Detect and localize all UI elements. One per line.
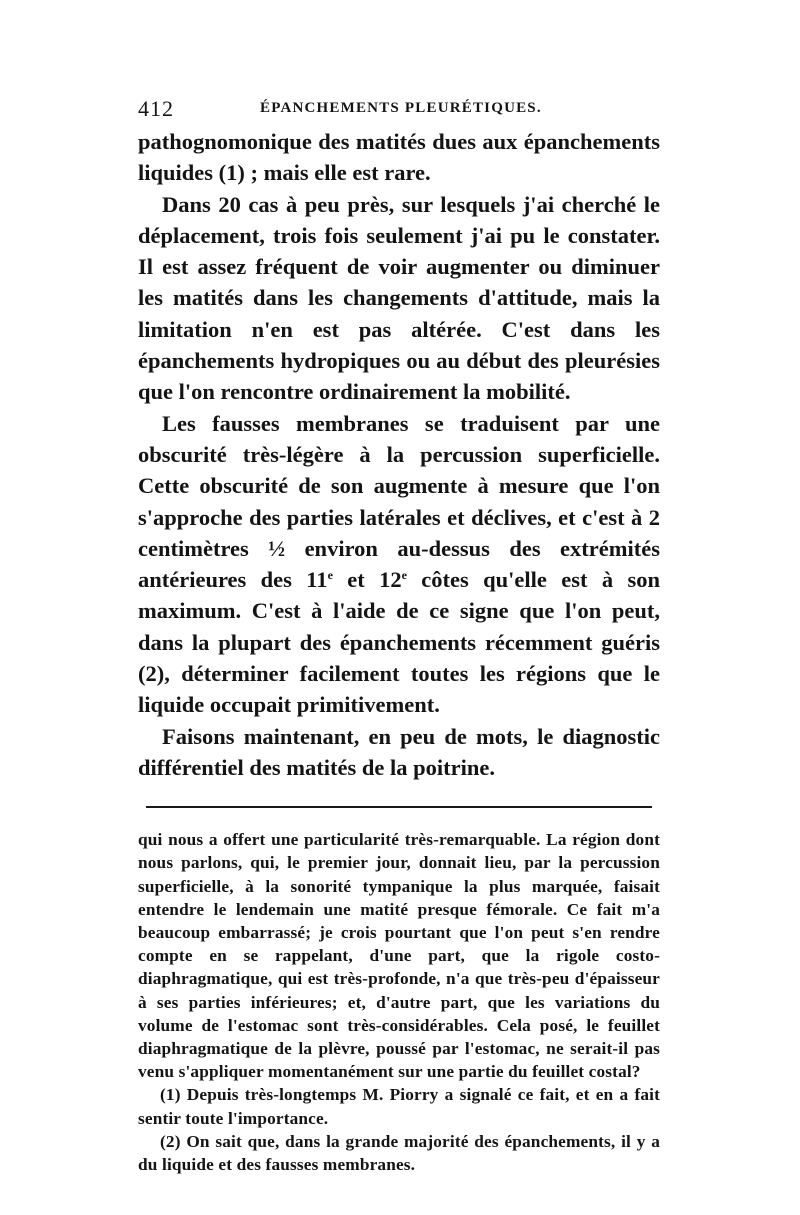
paragraph-text-part: environ au-dessus des extrémités antérieures des 11: [138, 535, 660, 593]
book-page: [138, 96, 660, 1176]
main-text: [138, 126, 660, 783]
paragraph-false-membranes: [138, 408, 660, 721]
paragraph-displacement: Dans 20 cas à peu près, sur lesquels j'ai cherché le déplacement, trois fois seulement j'ai pu le constater. Il est assez fréquent de voir augmenter ou diminuer les matités dans les changements d'attitude, mais la limitation n'en est pas altérée. C'est dans les épanchements hydropiques ou au début des pleurésies que l'on rencontre ordinairement la mobilité.: [138, 191, 660, 405]
fraction-half: ½: [268, 535, 286, 561]
paragraph-text-part: et 12: [332, 567, 402, 593]
running-head: [138, 96, 660, 126]
paragraph-differential-diagnosis: Faisons maintenant, en peu de mots, le diagnostic différentiel des matités de la poitrine.: [138, 723, 660, 780]
footnotes: [138, 828, 660, 1176]
running-title: ÉPANCHEMENTS PLEURÉTIQUES.: [260, 100, 542, 116]
footnote-2: (2) On sait que, dans la grande majorité des épanchements, il y a du liquide et des fausses membranes.: [138, 1131, 660, 1175]
paragraph-text-part: côtes qu'elle est à son maximum. C'est à l'aide de ce signe que l'on peut, dans la plupart des épanchements récemment guéris (2), déterminer facilement toutes les régions que le liquide occupait primitivement.: [138, 567, 660, 718]
paragraph-continuation: pathognomonique des matités dues aux épanchements liquides (1) ; mais elle est rare.: [138, 129, 660, 186]
superscript-e: e: [401, 568, 407, 583]
footnote-continuation: qui nous a offert une particularité très-remarquable. La région dont nous parlons, qui, le premier jour, donnait lieu, par la percussion superficielle, à la sonorité tympanique la plus marquée, faisait entendre le lendemain une matité presque fémorale. Ce fait m'a beaucoup embarrassé; je crois pourtant que l'on peut s'en rendre compte en se rappelant, d'une part, que la rigole costo-diaphragmatique, qui est très-profonde, n'a que très-peu d'épaisseur à ses parties inférieures; et, d'autre part, que les variations du volume de l'estomac sont très-considérables. Cela posé, le feuillet diaphragmatique de la plèvre, poussé par l'estomac, ne serait-il pas venu s'appliquer momentanément sur une partie du feuillet costal?: [138, 830, 660, 1082]
page-number: 412: [138, 96, 174, 121]
footnote-1: (1) Depuis très-longtemps M. Piorry a signalé ce fait, et en a fait sentir toute l'importance.: [138, 1085, 660, 1128]
superscript-e: e: [327, 568, 333, 583]
footnote-separator-rule: [146, 806, 652, 808]
paragraph-text-part: Les fausses membranes se traduisent par une obscurité très-légère à la percussion superficielle. Cette obscurité de son augmente à mesure que l'on s'approche des parties latérales et déclives, et c'est à 2 centimètres: [138, 410, 660, 561]
